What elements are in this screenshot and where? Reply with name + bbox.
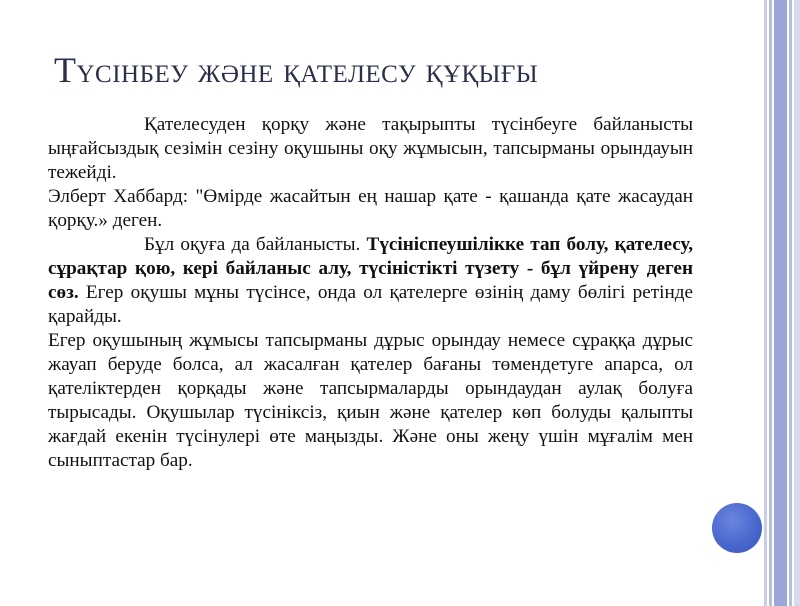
paragraph-3-text: Бұл оқуға да байланысты. xyxy=(144,234,367,255)
stripe xyxy=(764,0,767,606)
stripe xyxy=(774,0,787,606)
slide-title: Түсінбеу және қателесу құқығы xyxy=(54,50,539,90)
decorative-circle xyxy=(712,503,762,553)
stripe xyxy=(789,0,792,606)
paragraph-3-bold-text: Түсініспеушілікке тап болу, қателесу, сұрақтар қою, кері байланыс алу, түсіністікті түзету - бұл үйрену деген сөз. xyxy=(48,234,693,303)
stripe xyxy=(769,0,772,606)
paragraph-3 xyxy=(48,233,693,329)
paragraph-1: Қателесуден қорқу және тақырыпты түсінбеуге байланысты ыңғайсыздық сезімін сезіну оқушыны оқу жұмысын, тапсырманы орындауын тежейді. xyxy=(48,114,693,183)
decorative-stripes xyxy=(764,0,800,606)
paragraph-4: Егер оқушының жұмысы тапсырманы дұрыс орындау немесе сұраққа дұрыс жауап беруде болса, ал жасалған қателер бағаны төмендетуге апарса, ол қателіктерден қорқады және тапсырмаларды орындаудан аулақ болуға тырысады. Оқушылар түсініксіз, қиын және қателер көп болуды қалыпты жағдай екенін түсінулері өте маңызды. Және оны жеңу үшін мұғалім мен сыныптастар бар. xyxy=(48,330,693,471)
stripe xyxy=(794,0,800,606)
paragraph-2: Элберт Хаббард: "Өмірде жасайтын ең нашар қате - қашанда қате жасаудан қорқу.» деген. xyxy=(48,186,693,231)
slide-body xyxy=(48,113,693,473)
paragraph-3-tail-text: Егер оқушы мұны түсінсе, онда ол қателерге өзінің даму бөлігі ретінде қарайды. xyxy=(48,282,693,327)
